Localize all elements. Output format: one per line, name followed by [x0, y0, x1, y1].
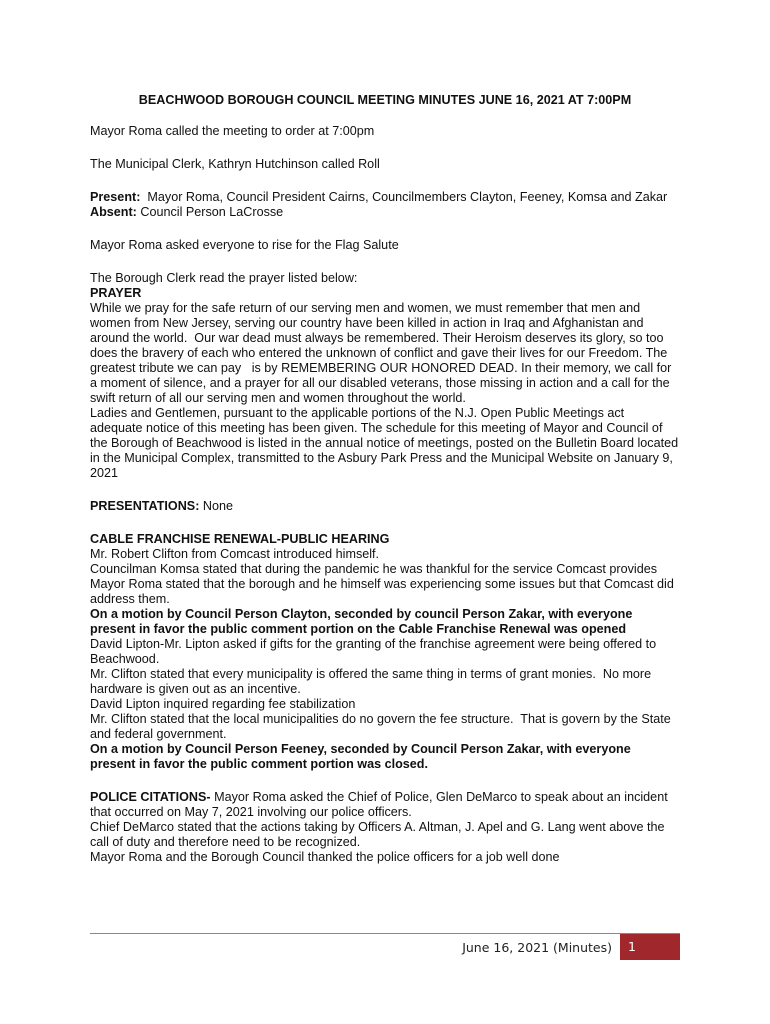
police-line: call of duty and therefore need to be recognized. — [90, 835, 361, 849]
footer-text: June 16, 2021 (Minutes) — [462, 940, 612, 955]
present-line — [90, 190, 680, 205]
prayer-line: the Borough of Beachwood is listed in the annual notice of meetings, posted on the Bulletin Board located — [90, 436, 679, 450]
police-label: POLICE CITATIONS- — [90, 790, 211, 804]
page-footer — [90, 934, 680, 960]
cable-line: On a motion by Council Person Feeney, seconded by Council Person Zakar, with everyone — [90, 742, 631, 756]
document-title: BEACHWOOD BOROUGH COUNCIL MEETING MINUTES JUNE 16, 2021 AT 7:00PM — [138, 93, 632, 107]
prayer-lines — [90, 301, 680, 481]
cable-line: Beachwood. — [90, 652, 160, 666]
police-lines — [90, 805, 680, 865]
present-text: Mayor Roma, Council President Cairns, Councilmembers Clayton, Feeney, Komsa and Zakar — [140, 190, 668, 204]
cable-line: David Lipton inquired regarding fee stabilization — [90, 697, 356, 711]
cable-line: address them. — [90, 592, 170, 606]
flag-salute: Mayor Roma asked everyone to rise for the Flag Salute — [90, 238, 399, 252]
prayer-line: women from New Jersey, serving our country have been killed in action in Iraq and Afghanistan and — [90, 316, 644, 330]
police-line: Mayor Roma and the Borough Council thanked the police officers for a job well done — [90, 850, 560, 864]
cable-line: David Lipton-Mr. Lipton asked if gifts for the granting of the franchise agreement were being offered to — [90, 637, 657, 651]
presentations — [90, 499, 680, 514]
police-line: that occurred on May 7, 2021 involving our police officers. — [90, 805, 412, 819]
prayer-line: a moment of silence, and a prayer for all our disabled veterans, those missing in action and a call for the — [90, 376, 670, 390]
cable-line: present in favor the public comment portion on the Cable Franchise Renewal was opened — [90, 622, 627, 636]
prayer-line: Ladies and Gentlemen, pursuant to the applicable portions of the N.J. Open Public Meetings act — [90, 406, 625, 420]
cable-line: Mayor Roma stated that the borough and he himself was experiencing some issues but that Comcast did — [90, 577, 674, 591]
prayer-intro: The Borough Clerk read the prayer listed below: — [90, 271, 358, 285]
cable-line: Councilman Komsa stated that during the pandemic he was thankful for the service Comcast provides — [90, 562, 658, 576]
prayer-line: in the Municipal Complex, transmitted to the Asbury Park Press and the Municipal Website on January 9, — [90, 451, 673, 465]
attendance — [90, 190, 680, 220]
prayer-line: around the world. Our war dead must always be remembered. Their Heroism deserves its glory, so too — [90, 331, 664, 345]
prayer-line: swift return of all our serving men and women throughout the world. — [90, 391, 466, 405]
presentations-label: PRESENTATIONS: — [90, 499, 200, 513]
page-number: 1 — [620, 934, 680, 960]
document-body — [90, 93, 680, 883]
cable-line: Mr. Clifton stated that the local municipalities do no govern the fee structure. That is govern by the State — [90, 712, 671, 726]
cable-line: hardware is given out as an incentive. — [90, 682, 301, 696]
prayer-line: does the bravery of each who entered the unknown of conflict and gave their lives for our Freedom. The — [90, 346, 668, 360]
prayer-line: 2021 — [90, 466, 119, 480]
cable-heading: CABLE FRANCHISE RENEWAL-PUBLIC HEARING — [90, 532, 390, 546]
cable-line: On a motion by Council Person Clayton, seconded by council Person Zakar, with everyone — [90, 607, 633, 621]
absent-text: Council Person LaCrosse — [136, 205, 284, 219]
prayer-line: greatest tribute we can pay is by REMEMBERING OUR HONORED DEAD. In their memory, we call for — [90, 361, 672, 375]
call-to-order: Mayor Roma called the meeting to order at 7:00pm — [90, 124, 375, 138]
prayer-section — [90, 271, 680, 481]
police-line: Chief DeMarco stated that the actions taking by Officers A. Altman, J. Apel and G. Lang went above the — [90, 820, 665, 834]
cable-line: present in favor the public comment portion was closed. — [90, 757, 428, 771]
presentations-text: None — [199, 499, 233, 513]
absent-line — [90, 205, 680, 220]
cable-section — [90, 532, 680, 772]
cable-lines — [90, 547, 680, 772]
roll-call: The Municipal Clerk, Kathryn Hutchinson called Roll — [90, 157, 380, 171]
police-first-line — [90, 790, 680, 805]
prayer-heading: PRAYER — [90, 286, 142, 300]
cable-line: and federal government. — [90, 727, 227, 741]
police-first-text: Mayor Roma asked the Chief of Police, Glen DeMarco to speak about an incident — [210, 790, 668, 804]
prayer-line: While we pray for the safe return of our serving men and women, we must remember that men and — [90, 301, 641, 315]
present-label: Present: — [90, 190, 141, 204]
prayer-line: adequate notice of this meeting has been given. The schedule for this meeting of Mayor and Council of — [90, 421, 663, 435]
absent-label: Absent: — [90, 205, 137, 219]
cable-line: Mr. Clifton stated that every municipality is offered the same thing in terms of grant monies. No more — [90, 667, 652, 681]
cable-line: Mr. Robert Clifton from Comcast introduced himself. — [90, 547, 380, 561]
police-section — [90, 790, 680, 865]
